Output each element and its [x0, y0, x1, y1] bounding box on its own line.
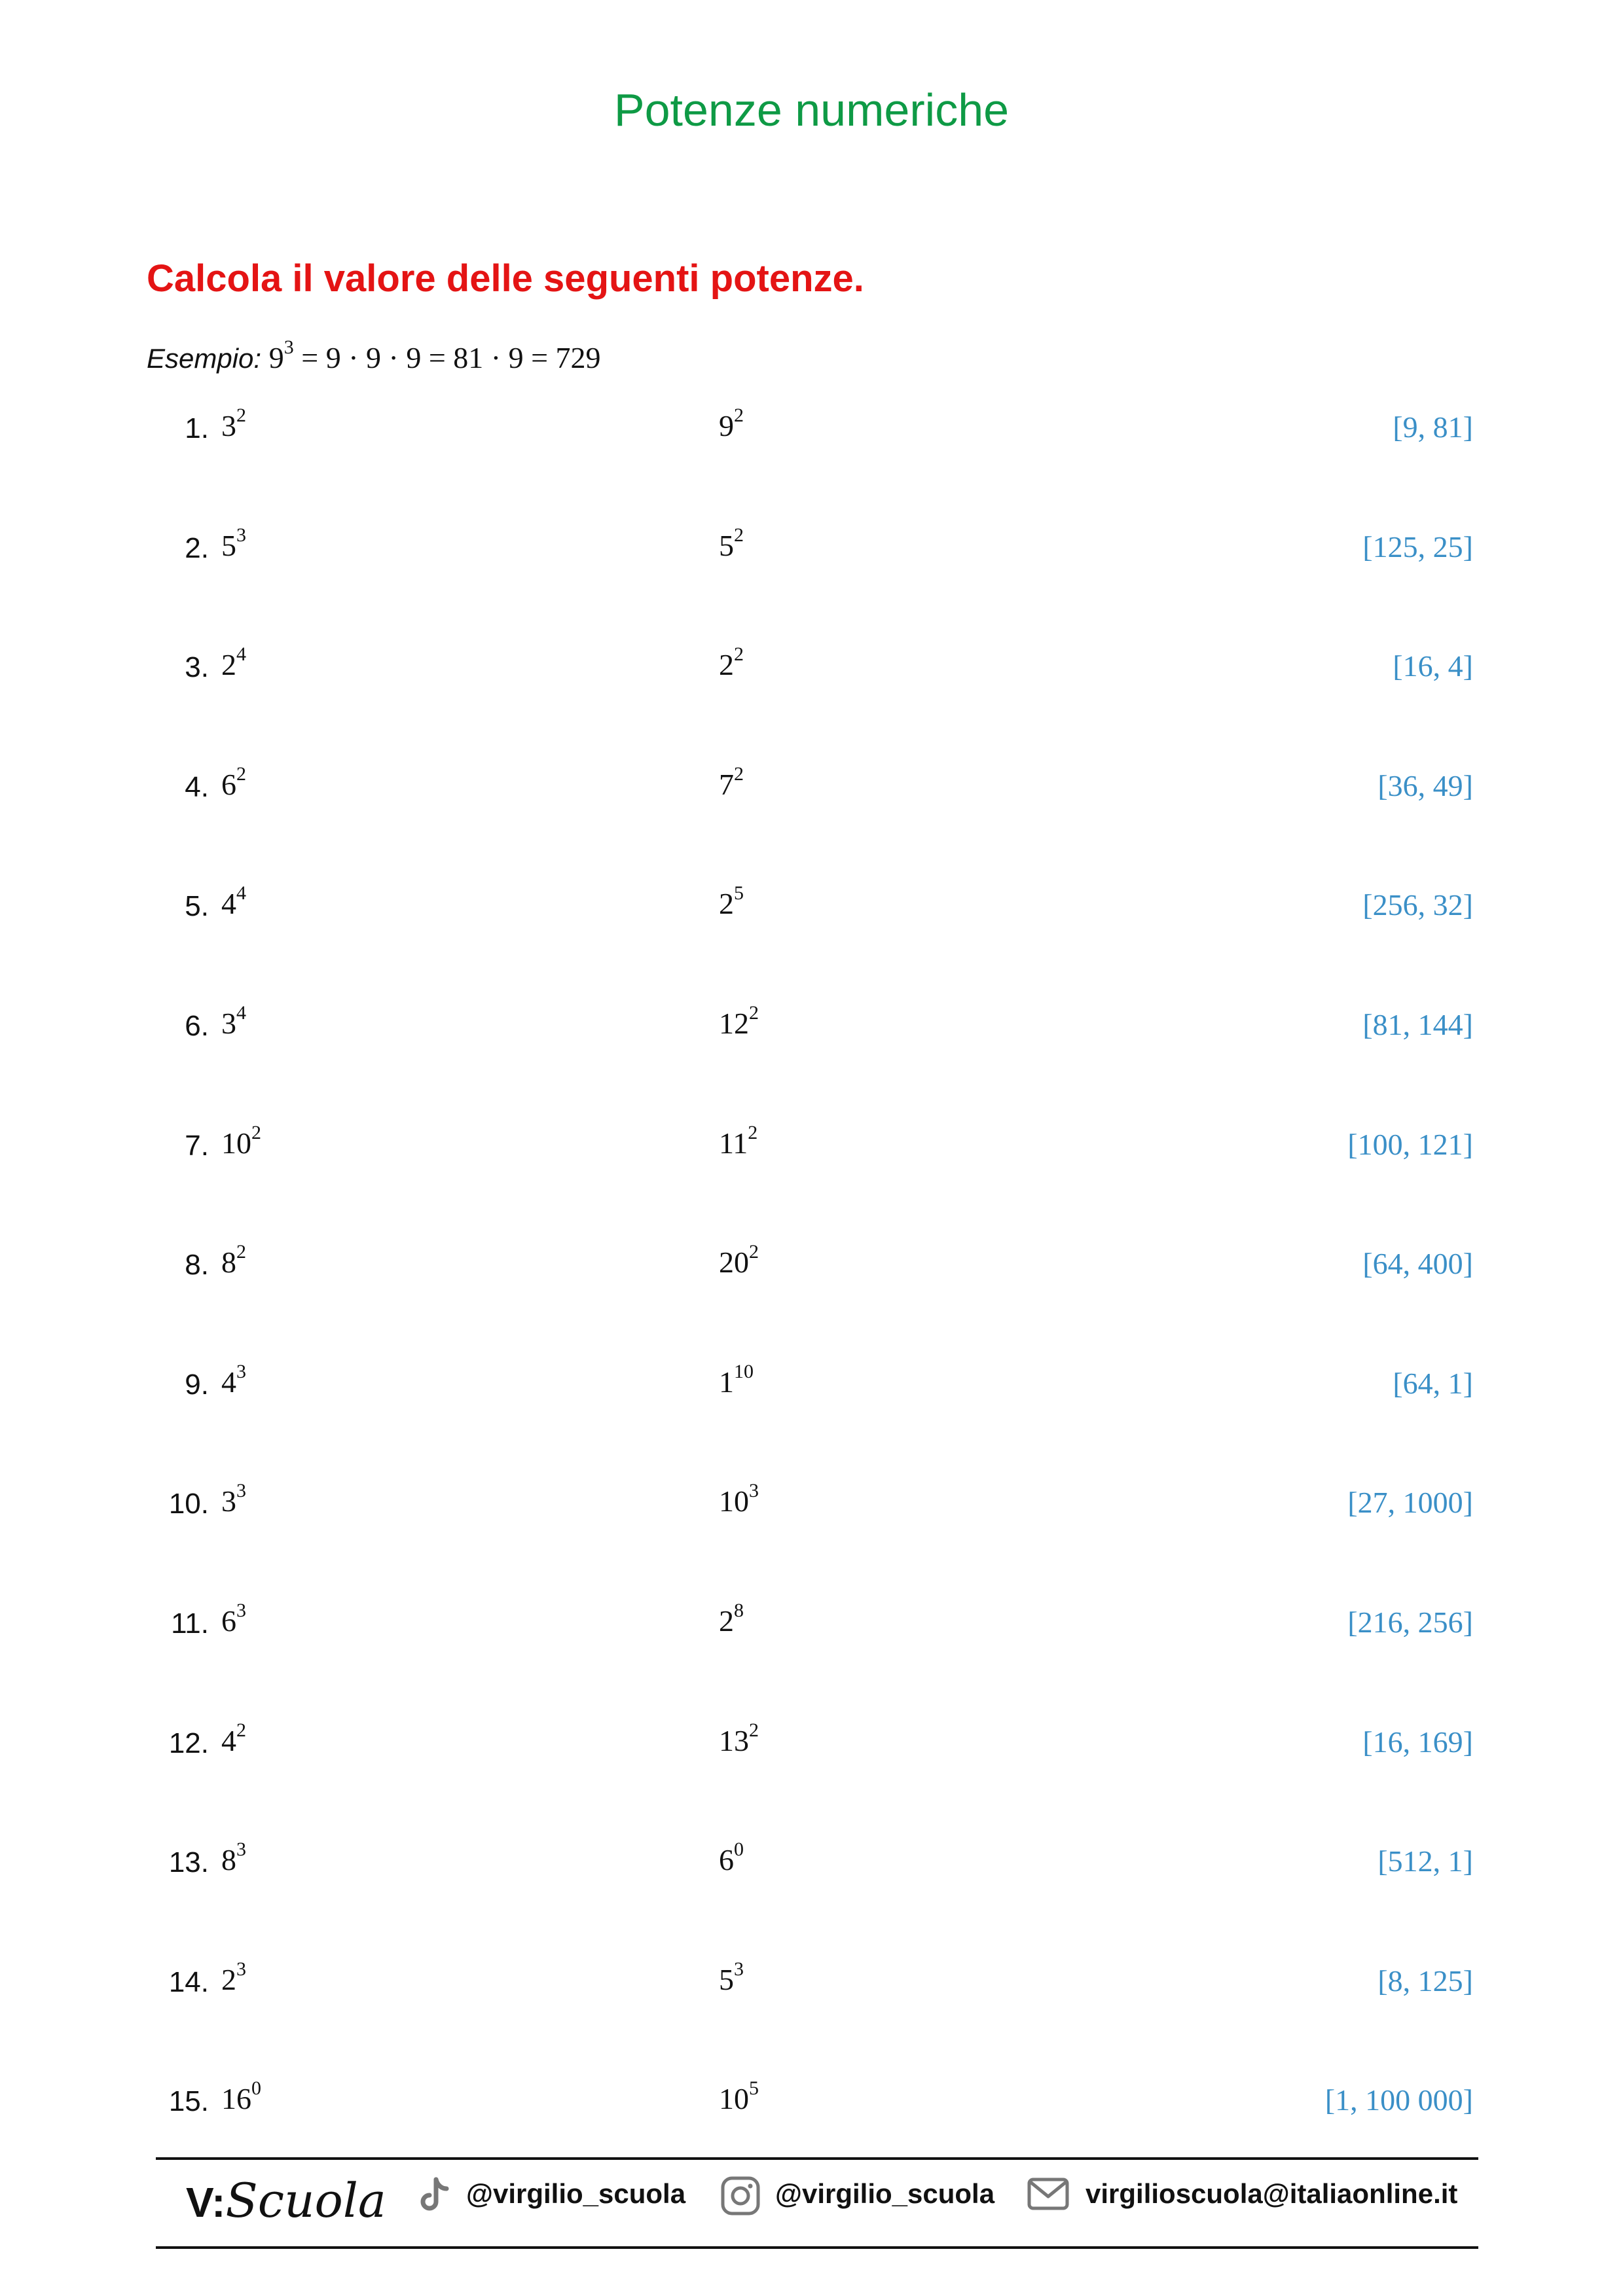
- power-exponent: 2: [749, 1241, 759, 1263]
- power-base: 4: [221, 1365, 236, 1399]
- power-exponent: 8: [734, 1600, 744, 1621]
- power-exponent: 2: [236, 762, 246, 785]
- exercise-row: [0, 2079, 1623, 2144]
- power-base: 10: [221, 1126, 251, 1160]
- power-base: 5: [221, 528, 236, 562]
- tiktok-handle[interactable]: @virgilio_scuola: [466, 2178, 686, 2209]
- exercise-number: 1.: [185, 412, 209, 444]
- exercise-answer: [27, 1000]: [1347, 1486, 1473, 1520]
- power-base: 9: [719, 409, 734, 442]
- exercise-power-b: [719, 882, 744, 921]
- power-exponent: 3: [236, 1360, 246, 1382]
- power-exponent: 5: [734, 882, 744, 905]
- exercise-number: 12.: [168, 1727, 209, 1759]
- exercise-power-a: [221, 1480, 246, 1518]
- exercise-power-a: [221, 1121, 261, 1160]
- exercise-number: 3.: [185, 651, 209, 684]
- logo-scuola: Scuola: [225, 2173, 386, 2228]
- power-base: 8: [221, 1246, 236, 1280]
- email-icon: [1027, 2176, 1070, 2215]
- exercise-power-a: [221, 1600, 246, 1638]
- power-exponent: 4: [236, 1002, 246, 1024]
- power-exponent: 5: [749, 2077, 759, 2100]
- exercise-answer: [1, 100 000]: [1324, 2083, 1473, 2117]
- exercise-row: [0, 1481, 1623, 1547]
- exercise-power-b: [719, 1241, 759, 1280]
- exercise-answer: [16, 169]: [1362, 1725, 1473, 1759]
- power-exponent: 4: [236, 643, 246, 666]
- power-exponent: 2: [734, 762, 744, 785]
- exercise-power-b: [719, 1360, 754, 1399]
- exercise-power-b: [719, 2077, 759, 2116]
- exercise-power-b: [719, 1719, 759, 1758]
- exercise-power-a: [221, 1002, 246, 1041]
- exercise-row: [0, 1362, 1623, 1427]
- exercise-power-b: [719, 1839, 744, 1877]
- power-base: 12: [719, 1007, 749, 1040]
- power-base: 7: [719, 767, 734, 801]
- exercise-number: 7.: [185, 1129, 209, 1162]
- exercise-number: 13.: [168, 1846, 209, 1879]
- exercise-power-b: [719, 643, 744, 682]
- exercise-row: [0, 1840, 1623, 1905]
- power-exponent: 2: [236, 1719, 246, 1741]
- power-exponent: 3: [734, 1958, 744, 1980]
- power-base: 2: [719, 648, 734, 682]
- exercise-answer: [36, 49]: [1377, 768, 1473, 802]
- exercise-number: 11.: [171, 1607, 209, 1640]
- exercise-row: [0, 1123, 1623, 1189]
- power-exponent: 3: [749, 1480, 759, 1502]
- exercise-number: 2.: [185, 531, 209, 564]
- exercise-power-a: [221, 1360, 246, 1399]
- exercise-power-a: [221, 643, 246, 682]
- exercise-row: [0, 764, 1623, 830]
- power-base: 2: [221, 1962, 236, 1996]
- exercise-answer: [9, 81]: [1393, 410, 1473, 444]
- virgilio-scuola-logo: [186, 2173, 386, 2228]
- instruction-heading: Calcola il valore delle seguenti potenze.: [147, 257, 864, 300]
- power-base: 3: [221, 1007, 236, 1040]
- power-exponent: 3: [236, 524, 246, 546]
- example-exp: 3: [283, 336, 294, 358]
- exercise-number: 10.: [168, 1488, 209, 1520]
- power-exponent: 2: [734, 404, 744, 426]
- exercise-power-b: [719, 524, 744, 563]
- power-exponent: 2: [749, 1719, 759, 1741]
- power-exponent: 2: [251, 1121, 261, 1143]
- exercise-answer: [64, 400]: [1362, 1247, 1473, 1281]
- footer: [156, 2160, 1478, 2232]
- power-base: 4: [221, 887, 236, 921]
- power-base: 2: [719, 887, 734, 921]
- power-exponent: 3: [236, 1839, 246, 1861]
- exercise-answer: [100, 121]: [1347, 1127, 1473, 1161]
- exercise-row: [0, 1242, 1623, 1308]
- exercise-power-b: [719, 1480, 759, 1518]
- instagram-handle[interactable]: @virgilio_scuola: [775, 2178, 995, 2209]
- power-exponent: 2: [748, 1121, 758, 1143]
- power-base: 6: [719, 1843, 734, 1877]
- exercise-power-b: [719, 404, 744, 443]
- exercise-power-b: [719, 1600, 744, 1638]
- example-line: [147, 336, 601, 375]
- power-exponent: 2: [734, 643, 744, 666]
- power-base: 10: [719, 1484, 749, 1518]
- power-base: 10: [719, 2082, 749, 2116]
- exercise-power-a: [221, 1958, 246, 1997]
- power-base: 2: [221, 648, 236, 682]
- power-exponent: 2: [749, 1002, 759, 1024]
- example-label: Esempio:: [147, 343, 262, 374]
- exercise-number: 8.: [185, 1249, 209, 1282]
- example-expansion: = 9 · 9 · 9 = 81 · 9 = 729: [293, 341, 601, 374]
- exercise-answer: [81, 144]: [1362, 1008, 1473, 1041]
- email-address[interactable]: virgilioscuola@italiaonline.it: [1085, 2178, 1458, 2209]
- power-base: 5: [719, 528, 734, 562]
- power-base: 20: [719, 1246, 749, 1280]
- power-base: 13: [719, 1723, 749, 1757]
- instagram-icon: [720, 2176, 761, 2219]
- exercise-answer: [16, 4]: [1393, 649, 1473, 683]
- exercise-answer: [256, 32]: [1362, 888, 1473, 922]
- exercise-number: 9.: [185, 1368, 209, 1401]
- exercise-power-a: [221, 762, 246, 802]
- exercise-answer: [8, 125]: [1377, 1964, 1473, 1998]
- power-base: 8: [221, 1843, 236, 1877]
- power-base: 1: [719, 1365, 734, 1399]
- power-base: 3: [221, 1484, 236, 1518]
- exercise-row: [0, 1960, 1623, 2025]
- exercise-row: [0, 884, 1623, 949]
- exercise-row: [0, 526, 1623, 591]
- footer-bottom-rule: [156, 2246, 1478, 2249]
- exercise-power-a: [221, 1719, 246, 1758]
- exercise-answer: [216, 256]: [1347, 1605, 1473, 1639]
- exercise-number: 14.: [168, 1965, 209, 1998]
- power-exponent: 4: [236, 882, 246, 905]
- power-exponent: 3: [236, 1958, 246, 1980]
- power-exponent: 10: [734, 1360, 754, 1382]
- exercise-number: 6.: [185, 1010, 209, 1042]
- example-base: 9: [268, 341, 284, 374]
- exercise-power-a: [221, 1241, 246, 1280]
- power-exponent: 3: [236, 1600, 246, 1621]
- exercise-power-a: [221, 404, 246, 443]
- tiktok-icon: [418, 2176, 454, 2218]
- exercise-number: 4.: [185, 770, 209, 803]
- power-base: 16: [221, 2082, 251, 2116]
- exercise-power-a: [221, 1839, 246, 1877]
- exercise-row: [0, 645, 1623, 710]
- power-exponent: 0: [251, 2077, 261, 2100]
- exercise-answer: [125, 25]: [1362, 529, 1473, 564]
- exercise-row: [0, 1721, 1623, 1786]
- exercise-power-a: [221, 524, 246, 563]
- exercise-answer: [512, 1]: [1377, 1844, 1473, 1878]
- power-exponent: 0: [734, 1839, 744, 1861]
- power-base: 6: [221, 767, 236, 801]
- logo-v: V:: [186, 2179, 226, 2226]
- page-title: Potenze numeriche: [613, 84, 1010, 135]
- exercise-number: 15.: [168, 2085, 209, 2118]
- exercise-row: [0, 406, 1623, 471]
- exercise-row: [0, 1601, 1623, 1666]
- power-base: 3: [221, 409, 236, 442]
- exercise-answer: [64, 1]: [1393, 1366, 1473, 1400]
- exercise-number: 5.: [185, 890, 209, 923]
- exercise-power-b: [719, 1002, 759, 1041]
- power-base: 11: [719, 1126, 748, 1160]
- exercise-power-a: [221, 2077, 261, 2116]
- power-exponent: 2: [236, 1241, 246, 1263]
- example-expression: [268, 336, 601, 374]
- power-base: 4: [221, 1723, 236, 1757]
- exercise-power-b: [719, 1121, 758, 1160]
- exercise-power-b: [719, 762, 744, 802]
- power-exponent: 3: [236, 1480, 246, 1502]
- exercise-power-a: [221, 882, 246, 921]
- exercise-row: [0, 1003, 1623, 1069]
- power-exponent: 2: [734, 524, 744, 546]
- power-base: 6: [221, 1604, 236, 1638]
- power-exponent: 2: [236, 404, 246, 426]
- power-base: 2: [719, 1604, 734, 1638]
- exercise-power-b: [719, 1958, 744, 1997]
- power-base: 5: [719, 1962, 734, 1996]
